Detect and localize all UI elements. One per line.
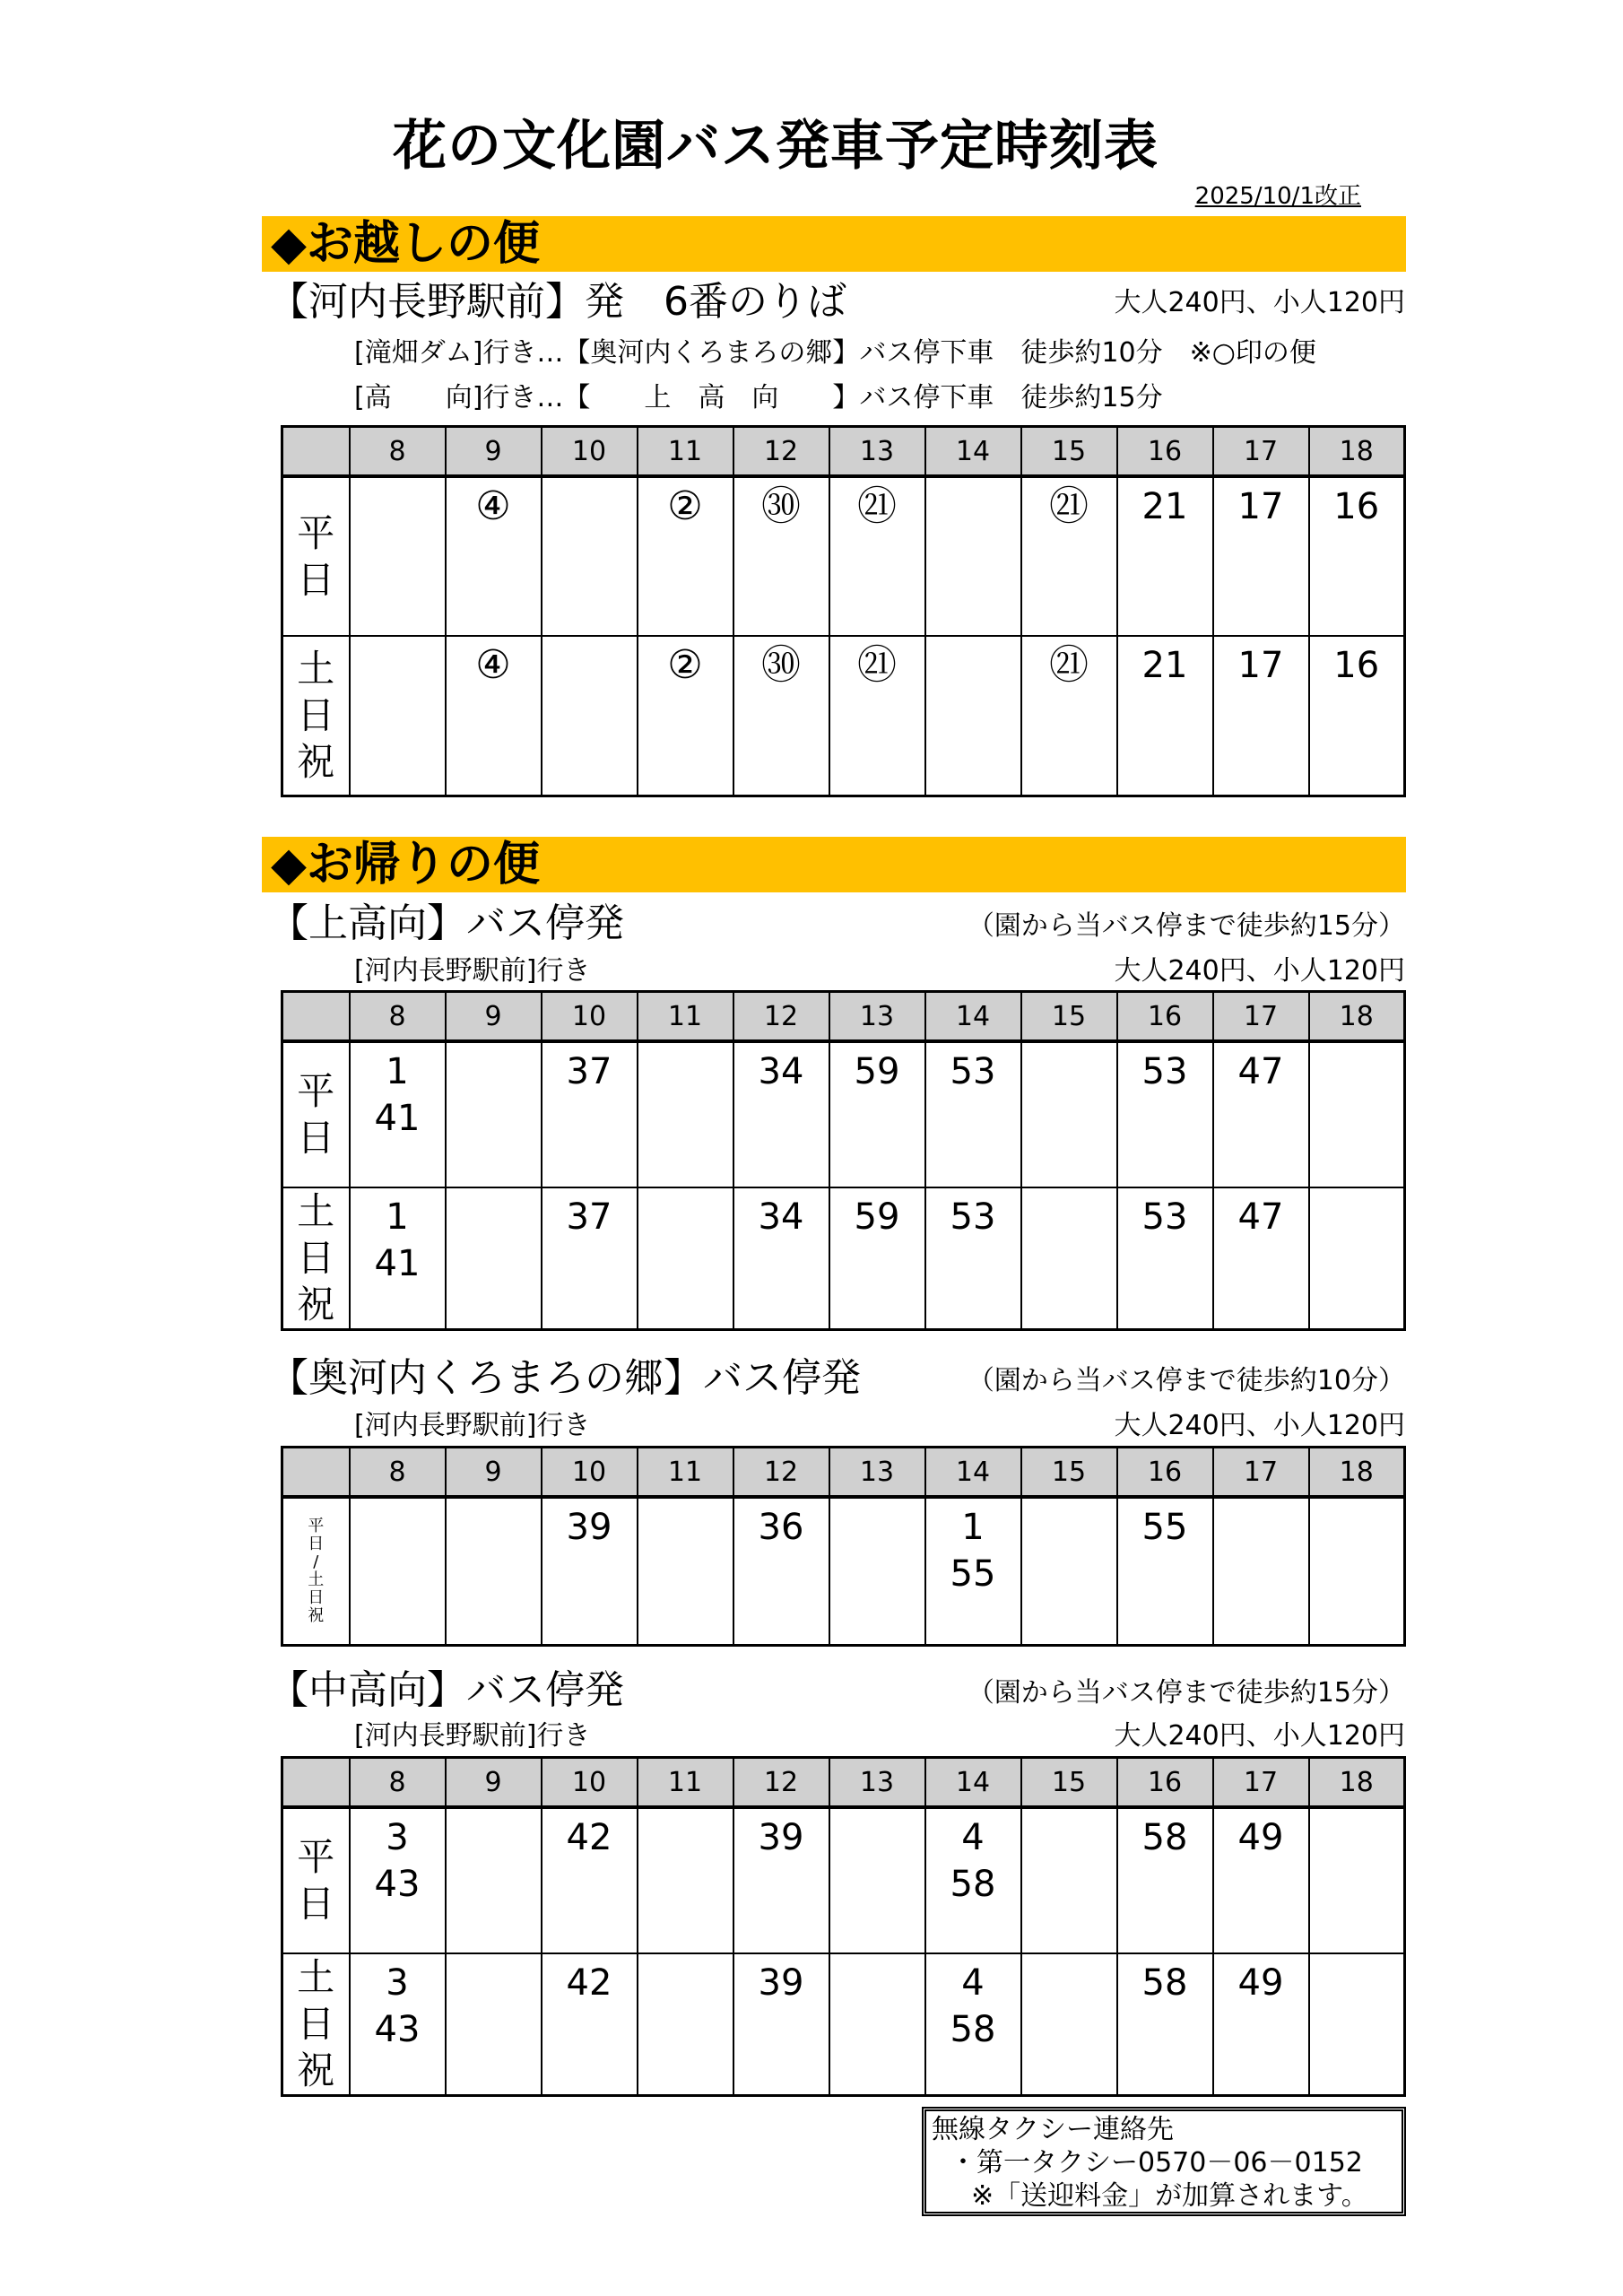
departure-minute: 16 [1333, 486, 1380, 527]
departure-minute: ㉑ [857, 483, 897, 529]
day-type-char: 日 [297, 1236, 335, 1280]
day-type-char: 日 [297, 1116, 335, 1160]
day-type-char: 日 [308, 1587, 325, 1607]
departure-cell [1309, 1953, 1405, 2096]
departure-cell [1213, 476, 1309, 636]
timetable-row [282, 1953, 1405, 2096]
day-type-label [282, 1497, 350, 1645]
departure-minute: 39 [566, 1507, 612, 1548]
departure-cell [1021, 1953, 1117, 2096]
kuromaro-dest: [河内長野駅前]行き [354, 1410, 591, 1441]
kuromaro-fare: 大人240円、小人120円 [1114, 1410, 1405, 1441]
departure-minute: 1 [961, 1507, 985, 1548]
hour-header: 12 [733, 427, 829, 477]
departure-minute: 53 [950, 1196, 996, 1238]
kamitakamuki-timetable [281, 990, 1406, 1331]
departure-cell [446, 636, 542, 796]
departure-cell [542, 1497, 638, 1645]
departure-cell [1021, 636, 1117, 796]
hour-header: 16 [1117, 1448, 1213, 1498]
departure-cell [925, 1187, 1021, 1330]
departure-minute: ㉚ [761, 642, 801, 688]
day-type-label [282, 1807, 350, 1953]
departure-cell [829, 1807, 925, 1953]
departure-minute: 49 [1237, 1817, 1284, 1858]
departure-minute: 58 [1141, 1962, 1188, 2004]
hour-header-row [282, 1758, 1405, 1808]
day-type-char: 土 [308, 1570, 325, 1589]
day-type-char: 日 [308, 1534, 325, 1553]
departure-cell [1213, 1187, 1309, 1330]
hour-header: 8 [350, 1758, 446, 1808]
hour-header: 15 [1021, 1448, 1117, 1498]
departure-cell [925, 1497, 1021, 1645]
timetable-row [282, 636, 1405, 796]
departure-cell [1213, 1497, 1309, 1645]
hour-header-row [282, 1448, 1405, 1498]
hour-header: 16 [1117, 427, 1213, 477]
day-type-char: 平 [297, 1069, 335, 1113]
hour-header: 14 [925, 427, 1021, 477]
hour-header: 12 [733, 1448, 829, 1498]
departure-minute: 3 [386, 1817, 409, 1858]
outbound-route-1: [滝畑ダム]行き…【奥河内くろまろの郷】バス停下車 徒歩約10分 ※○印の便 [354, 337, 1316, 369]
hour-header: 13 [829, 1758, 925, 1808]
hour-header: 13 [829, 427, 925, 477]
nakatakamuki-fare: 大人240円、小人120円 [1114, 1720, 1405, 1752]
departure-minute: 58 [1141, 1817, 1188, 1858]
header-corner [282, 1758, 350, 1808]
timetable-row [282, 1187, 1405, 1330]
departure-minute: 47 [1237, 1196, 1284, 1238]
day-type-char: 平 [297, 510, 335, 555]
hour-header: 17 [1213, 992, 1309, 1042]
departure-minute: ② [667, 642, 703, 688]
departure-minute: 47 [1237, 1051, 1284, 1092]
departure-minute: ④ [475, 642, 511, 688]
departure-cell [1213, 1041, 1309, 1187]
departure-minute: 49 [1237, 1962, 1284, 2004]
departure-minute: ㉑ [1049, 483, 1089, 529]
departure-minute: 39 [758, 1817, 804, 1858]
departure-cell [350, 1953, 446, 2096]
departure-minute: 58 [950, 1864, 996, 1905]
day-type-char: 土 [297, 1955, 335, 1999]
departure-cell [1213, 1807, 1309, 1953]
hour-header: 9 [446, 1448, 542, 1498]
departure-minute: 37 [566, 1051, 612, 1092]
hour-header: 13 [829, 992, 925, 1042]
departure-cell [925, 1953, 1021, 2096]
departure-cell [1117, 1497, 1213, 1645]
departure-cell [733, 1953, 829, 2096]
departure-minute: 41 [374, 1098, 421, 1139]
departure-minute: 21 [1141, 645, 1188, 686]
kamitakamuki-dest: [河内長野駅前]行き [354, 955, 591, 987]
hour-header: 16 [1117, 1758, 1213, 1808]
departure-minute: 34 [758, 1051, 804, 1092]
hour-header: 14 [925, 992, 1021, 1042]
departure-cell [1021, 1497, 1117, 1645]
section-return [262, 837, 1406, 892]
hour-header: 15 [1021, 992, 1117, 1042]
departure-cell [1117, 1953, 1213, 2096]
hour-header: 11 [638, 1448, 733, 1498]
departure-minute: 39 [758, 1962, 804, 2004]
departure-cell [1117, 636, 1213, 796]
departure-cell [638, 1807, 733, 1953]
departure-cell [542, 1953, 638, 2096]
departure-cell [638, 636, 733, 796]
departure-cell [446, 476, 542, 636]
departure-minute: 55 [1141, 1507, 1188, 1548]
day-type-char: 祝 [297, 739, 335, 784]
departure-cell [733, 1187, 829, 1330]
day-type-label [282, 1041, 350, 1187]
timetable-row [282, 1041, 1405, 1187]
departure-cell [925, 636, 1021, 796]
departure-cell [638, 1497, 733, 1645]
kuromaro-walk: （園から当バス停まで徒歩約10分） [967, 1365, 1405, 1396]
departure-cell [446, 1807, 542, 1953]
hour-header: 12 [733, 1758, 829, 1808]
nakatakamuki-dest: [河内長野駅前]行き [354, 1720, 591, 1752]
departure-minute: 4 [961, 1817, 985, 1858]
departure-minute: 59 [854, 1196, 900, 1238]
departure-cell [925, 476, 1021, 636]
departure-minute: 3 [386, 1962, 409, 2004]
hour-header: 17 [1213, 1758, 1309, 1808]
hour-header: 9 [446, 992, 542, 1042]
departure-cell [1021, 1807, 1117, 1953]
outbound-stop: 【河内長野駅前】発 6番のりば [269, 279, 846, 325]
day-type-char: 平 [297, 1835, 335, 1879]
hour-header: 8 [350, 1448, 446, 1498]
departure-cell [542, 1187, 638, 1330]
hour-header: 11 [638, 1758, 733, 1808]
departure-cell [1309, 636, 1405, 796]
taxi-contact-box [922, 2107, 1406, 2216]
day-type-label [282, 636, 350, 796]
day-type-char: 日 [297, 1882, 335, 1926]
hour-header: 11 [638, 427, 733, 477]
departure-cell [350, 636, 446, 796]
hour-header: 11 [638, 992, 733, 1042]
departure-minute: 16 [1333, 645, 1380, 686]
kamitakamuki-walk: （園から当バス停まで徒歩約15分） [967, 910, 1405, 942]
hour-header: 18 [1309, 427, 1405, 477]
departure-cell [1213, 1953, 1309, 2096]
header-corner [282, 992, 350, 1042]
departure-cell [1117, 476, 1213, 636]
departure-cell [446, 1187, 542, 1330]
departure-cell [1309, 1187, 1405, 1330]
departure-minute: 1 [386, 1196, 409, 1238]
departure-cell [925, 1807, 1021, 1953]
departure-cell [446, 1041, 542, 1187]
nakatakamuki-timetable [281, 1756, 1406, 2097]
departure-minute: 43 [374, 1864, 421, 1905]
hour-header: 12 [733, 992, 829, 1042]
departure-minute: 42 [566, 1817, 612, 1858]
departure-cell [542, 1807, 638, 1953]
departure-cell [1213, 636, 1309, 796]
departure-minute: 34 [758, 1196, 804, 1238]
hour-header: 15 [1021, 1758, 1117, 1808]
outbound-fare: 大人240円、小人120円 [1114, 287, 1405, 318]
departure-cell [350, 1497, 446, 1645]
departure-cell [1021, 1041, 1117, 1187]
departure-minute: ㉚ [761, 483, 801, 529]
departure-cell [1309, 1041, 1405, 1187]
departure-cell [1117, 1041, 1213, 1187]
departure-cell [1117, 1807, 1213, 1953]
timetable-row [282, 1807, 1405, 1953]
day-type-label [282, 476, 350, 636]
departure-cell [350, 1041, 446, 1187]
day-type-char: 祝 [308, 1605, 325, 1625]
page-title: 花の文化園バス発車予定時刻表 [393, 115, 1159, 178]
departure-minute: 1 [386, 1051, 409, 1092]
taxi-heading: 無線タクシー連絡先 [932, 2114, 1174, 2145]
section-outbound-title: ◆お越しの便 [271, 217, 540, 271]
departure-cell [542, 476, 638, 636]
nakatakamuki-stop: 【中高向】バス停発 [269, 1667, 624, 1713]
departure-cell [1021, 476, 1117, 636]
departure-cell [542, 1041, 638, 1187]
departure-cell [350, 1807, 446, 1953]
departure-cell [733, 1497, 829, 1645]
day-type-label [282, 1953, 350, 2096]
departure-minute: 58 [950, 2009, 996, 2050]
hour-header: 17 [1213, 1448, 1309, 1498]
hour-header: 14 [925, 1448, 1021, 1498]
header-corner [282, 1448, 350, 1498]
departure-cell [446, 1497, 542, 1645]
hour-header: 10 [542, 1448, 638, 1498]
day-type-char: 祝 [297, 2048, 335, 2092]
departure-cell [829, 1953, 925, 2096]
departure-minute: 55 [950, 1553, 996, 1595]
departure-minute: 59 [854, 1051, 900, 1092]
departure-cell [1309, 1497, 1405, 1645]
departure-minute: 43 [374, 2009, 421, 2050]
taxi-note: ※「送迎料金」が加算されます。 [971, 2180, 1368, 2212]
hour-header: 8 [350, 427, 446, 477]
day-type-char: 日 [297, 692, 335, 737]
nakatakamuki-walk: （園から当バス停まで徒歩約15分） [967, 1677, 1405, 1709]
outbound-timetable [281, 425, 1406, 797]
departure-minute: ㉑ [1049, 642, 1089, 688]
departure-cell [1117, 1187, 1213, 1330]
hour-header: 8 [350, 992, 446, 1042]
hour-header: 17 [1213, 427, 1309, 477]
departure-cell [350, 1187, 446, 1330]
departure-minute: 53 [1141, 1051, 1188, 1092]
kuromaro-stop: 【奥河内くろまろの郷】バス停発 [269, 1355, 861, 1401]
departure-cell [1021, 1187, 1117, 1330]
departure-cell [446, 1953, 542, 2096]
departure-minute: 17 [1237, 486, 1284, 527]
day-type-label [282, 1187, 350, 1330]
hour-header-row [282, 992, 1405, 1042]
hour-header-row [282, 427, 1405, 477]
departure-cell [1309, 476, 1405, 636]
kuromaro-timetable [281, 1446, 1406, 1647]
hour-header: 14 [925, 1758, 1021, 1808]
day-type-char: 土 [297, 1189, 335, 1233]
departure-minute: 21 [1141, 486, 1188, 527]
kamitakamuki-fare: 大人240円、小人120円 [1114, 955, 1405, 987]
hour-header: 16 [1117, 992, 1213, 1042]
day-type-char: 日 [297, 2002, 335, 2046]
hour-header: 10 [542, 427, 638, 477]
hour-header: 9 [446, 427, 542, 477]
day-type-char: 平 [308, 1516, 325, 1535]
departure-minute: 37 [566, 1196, 612, 1238]
day-type-char: 祝 [297, 1283, 335, 1326]
departure-minute: 41 [374, 1243, 421, 1284]
day-type-char: 日 [297, 557, 335, 602]
departure-cell [733, 1807, 829, 1953]
departure-minute: 17 [1237, 645, 1284, 686]
hour-header: 10 [542, 1758, 638, 1808]
departure-minute: ④ [475, 483, 511, 529]
departure-cell [638, 1953, 733, 2096]
departure-minute: 53 [1141, 1196, 1188, 1238]
hour-header: 18 [1309, 1448, 1405, 1498]
departure-cell [925, 1041, 1021, 1187]
hour-header: 18 [1309, 1758, 1405, 1808]
departure-cell [638, 476, 733, 636]
departure-cell [829, 636, 925, 796]
departure-minute: ② [667, 483, 703, 529]
outbound-route-2: [高 向]行き…【 上 高 向 】バス停下車 徒歩約15分 [354, 382, 1163, 413]
departure-cell [638, 1041, 733, 1187]
departure-cell [829, 1497, 925, 1645]
departure-minute: 42 [566, 1962, 612, 2004]
kamitakamuki-stop: 【上高向】バス停発 [269, 900, 624, 946]
departure-cell [733, 1041, 829, 1187]
departure-cell [1309, 1807, 1405, 1953]
header-corner [282, 427, 350, 477]
timetable-row [282, 476, 1405, 636]
section-outbound [262, 216, 1406, 272]
departure-cell [733, 636, 829, 796]
section-return-title: ◆お帰りの便 [271, 838, 540, 891]
day-type-char: 土 [297, 646, 335, 691]
hour-header: 10 [542, 992, 638, 1042]
departure-cell [733, 476, 829, 636]
departure-minute: ㉑ [857, 642, 897, 688]
day-type-char: / [313, 1552, 319, 1571]
taxi-phone: ・第一タクシー0570－06－0152 [950, 2147, 1363, 2179]
departure-cell [829, 1187, 925, 1330]
timetable-row [282, 1497, 1405, 1645]
departure-cell [829, 476, 925, 636]
hour-header: 9 [446, 1758, 542, 1808]
hour-header: 18 [1309, 992, 1405, 1042]
departure-cell [542, 636, 638, 796]
hour-header: 15 [1021, 427, 1117, 477]
hour-header: 13 [829, 1448, 925, 1498]
departure-minute: 53 [950, 1051, 996, 1092]
departure-cell [638, 1187, 733, 1330]
departure-cell [350, 476, 446, 636]
departure-minute: 4 [961, 1962, 985, 2004]
departure-minute: 36 [758, 1507, 804, 1548]
departure-cell [829, 1041, 925, 1187]
revision-date: 2025/10/1改正 [1194, 183, 1361, 210]
